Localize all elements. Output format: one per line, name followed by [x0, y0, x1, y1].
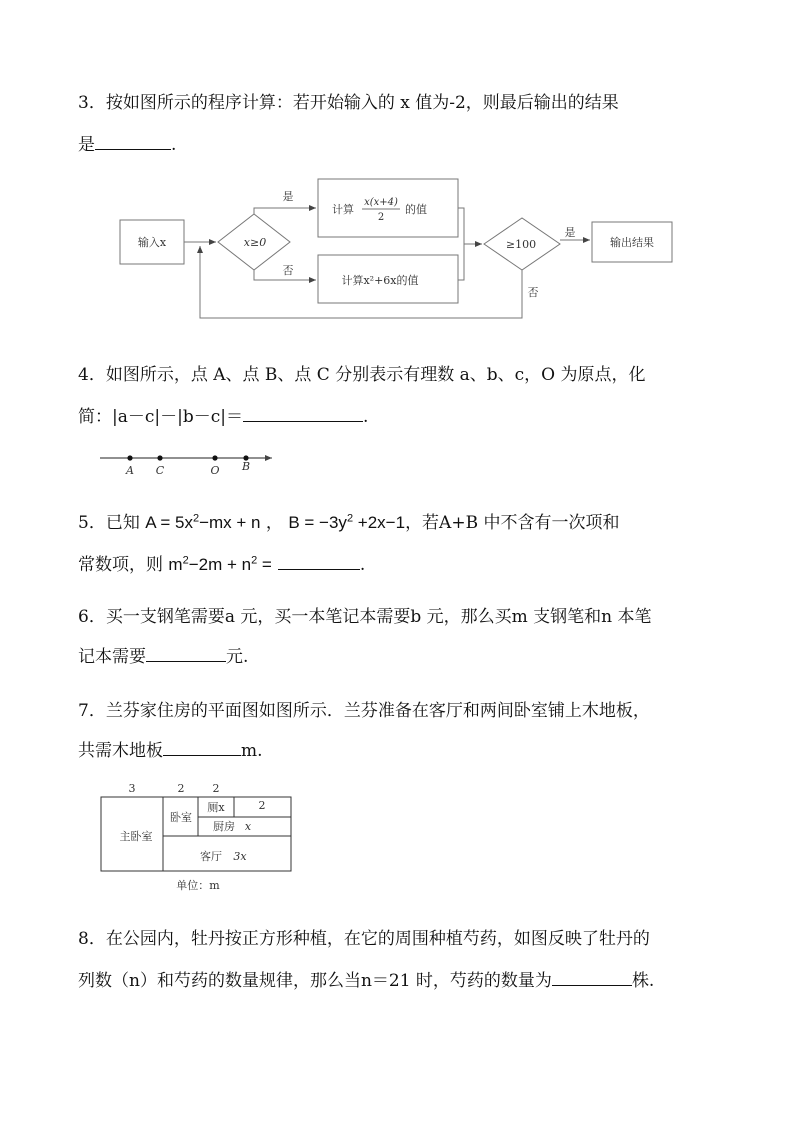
q5-a-expr: $A = 5x^2-mx + n$	[145, 512, 261, 532]
plan-dim-2c: 2	[258, 799, 266, 812]
point-b-label: B	[241, 460, 251, 473]
flow-calc2-label: 计算x²+6x的值	[341, 274, 419, 287]
flow-no2: 否	[527, 286, 539, 299]
q8-line1: 8．在公园内，牡丹按正方形种植，在它的周围种植芍药，如图反映了牡丹的	[78, 929, 650, 949]
plan-unit: 单位：m	[176, 879, 220, 892]
point-c-dot	[157, 455, 162, 460]
flow-no1: 否	[282, 264, 294, 277]
q5-line2-prefix: 常数项，则	[78, 555, 163, 575]
q5-answer-blank	[278, 568, 360, 570]
flow-calc1-num: x(x+4)	[364, 197, 398, 208]
plan-kitchen: 厨房	[213, 820, 235, 833]
q3-line1: 3．按如图所示的程序计算：若开始输入的 x 值为-2，则最后输出的结果	[78, 93, 619, 113]
flow-calc1-den: 2	[377, 212, 385, 223]
q7-answer-blank	[163, 754, 241, 756]
q6-line2	[78, 642, 248, 667]
q5-line2	[78, 550, 365, 575]
q6-answer-blank	[146, 660, 226, 662]
point-a-label: A	[126, 464, 134, 477]
q5-b-expr: $B = -3y^2 +2x-1$	[288, 512, 406, 532]
flow-calc1-suffix: 的值	[405, 203, 427, 216]
plan-kitchen-x: x	[244, 820, 252, 833]
q4-line2-prefix: 简：|a－c|－|b－c|＝	[78, 407, 243, 427]
q8-line2-prefix: 列数（n）和芍药的数量规律，那么当n＝21 时，芍药的数量为	[78, 971, 552, 991]
q6-line2-suffix: 元.	[226, 647, 249, 667]
q5-target-expr: $m^2-2m + n^2$ =	[168, 554, 272, 574]
point-o-label: O	[210, 464, 220, 477]
flow-cond1-label: x≥0	[243, 236, 267, 249]
q5-condition: ，若A+B 中不含有一次项和	[405, 513, 620, 533]
q8-line2	[78, 966, 654, 991]
flow-output-label: 输出结果	[610, 236, 654, 249]
plan-master-bedroom: 主卧室	[119, 830, 153, 843]
point-c-label: C	[155, 464, 165, 477]
plan-dim-2b: 2	[212, 782, 220, 795]
plan-toilet: 厕x	[207, 801, 225, 814]
plan-living-3x: 3x	[233, 850, 247, 863]
q5-line2-suffix: .	[359, 555, 366, 575]
q3-line2-prefix: 是	[78, 135, 95, 155]
q7-line1: 7．兰芬家住房的平面图如图所示．兰芬准备在客厅和两间卧室铺上木地板，	[78, 701, 650, 721]
q7-line2-suffix: m.	[241, 741, 263, 761]
q4-line2	[78, 402, 368, 427]
q3-line2-suffix: .	[171, 135, 177, 155]
q4-line1: 4．如图所示，点 A、点 B、点 C 分别表示有理数 a、b、c，O 为原点，化	[78, 365, 646, 385]
flow-yes2: 是	[564, 226, 576, 239]
plan-dim-3: 3	[128, 782, 136, 795]
flow-input-label: 输入x	[137, 236, 167, 249]
q8-line2-suffix: 株.	[631, 971, 655, 991]
plan-dim-2a: 2	[177, 782, 185, 795]
q4-answer-blank	[243, 420, 363, 422]
q5-line1	[78, 508, 619, 533]
q5-comma: ，	[265, 513, 283, 533]
q5-intro: 5．已知	[78, 513, 140, 533]
q6-line2-prefix: 记本需要	[78, 647, 146, 667]
plan-living: 客厅	[200, 850, 222, 863]
q7-line2-prefix: 共需木地板	[78, 741, 163, 761]
point-a-dot	[127, 455, 132, 460]
flow-yes1: 是	[282, 190, 294, 203]
q6-line1: 6．买一支钢笔需要a 元，买一本笔记本需要b 元，那么买m 支钢笔和n 本笔	[78, 607, 652, 627]
q7-line2	[78, 736, 263, 761]
q4-number-line	[100, 455, 272, 477]
q8-answer-blank	[552, 984, 632, 986]
point-o-dot	[212, 455, 217, 460]
flow-cond2-label: ≥100	[505, 238, 537, 251]
flow-calc1-prefix: 计算	[332, 203, 354, 216]
plan-bedroom: 卧室	[170, 811, 192, 824]
q4-line2-suffix: .	[362, 407, 369, 427]
